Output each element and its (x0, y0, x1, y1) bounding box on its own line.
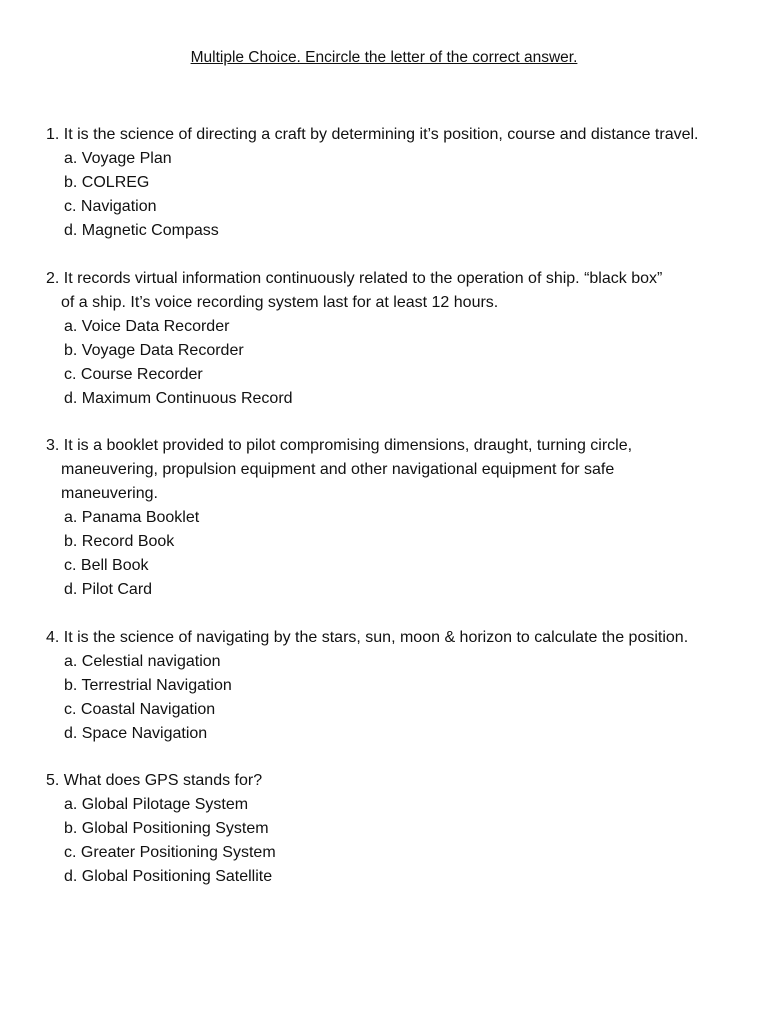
answer-choice-c[interactable]: c. Navigation (64, 198, 157, 215)
answer-choice-d[interactable]: d. Space Navigation (64, 724, 208, 742)
answer-choice-a[interactable]: a. Panama Booklet (64, 509, 200, 526)
answer-choice-b[interactable]: b. Voyage Data Recorder (64, 341, 244, 359)
answer-choice-a[interactable]: a. Global Pilotage System (64, 796, 249, 813)
question-4 (46, 626, 736, 746)
answer-choice-c[interactable]: c. Coastal Navigation (64, 700, 216, 718)
question-1 (46, 123, 736, 243)
answer-choice-c[interactable]: c. Greater Positioning System (64, 844, 276, 861)
answer-choice-b[interactable]: b. Global Positioning System (64, 820, 269, 837)
question-stem-line: of a ship. It’s voice recording system last for at least 12 hours. (61, 293, 499, 311)
answer-choice-d[interactable]: d. Maximum Continuous Record (64, 389, 293, 407)
answer-choice-d[interactable]: d. Magnetic Compass (64, 222, 219, 239)
answer-choice-a[interactable]: a. Celestial navigation (64, 652, 221, 670)
answer-choice-a[interactable]: a. Voice Data Recorder (64, 317, 230, 335)
question-stem-line: maneuvering. (61, 485, 158, 502)
question-stem-line: 3. It is a booklet provided to pilot compromising dimensions, draught, turning circle, (46, 437, 633, 454)
page-title: Multiple Choice. Encircle the letter of the correct answer. (190, 49, 578, 66)
question-stem-line: 2. It records virtual information continuously related to the operation of ship. “black box” (46, 269, 663, 287)
question-stem-line: maneuvering, propulsion equipment and other navigational equipment for safe (61, 461, 615, 478)
question-stem-line: 4. It is the science of navigating by the stars, sun, moon & horizon to calculate the position. (46, 628, 689, 646)
answer-choice-b[interactable]: b. Record Book (64, 533, 175, 550)
answer-choice-c[interactable]: c. Bell Book (64, 557, 149, 574)
answer-choice-d[interactable]: d. Pilot Card (64, 581, 153, 598)
question-5 (46, 769, 736, 889)
question-2 (46, 267, 736, 411)
question-stem-line: 5. What does GPS stands for? (46, 772, 263, 789)
answer-choice-b[interactable]: b. Terrestrial Navigation (64, 676, 232, 694)
answer-choice-b[interactable]: b. COLREG (64, 174, 150, 191)
answer-choice-d[interactable]: d. Global Positioning Satellite (64, 868, 273, 885)
answer-choice-a[interactable]: a. Voyage Plan (64, 150, 172, 167)
question-stem-line: 1. It is the science of directing a craft by determining it’s position, course and distance travel. (46, 126, 699, 143)
answer-choice-c[interactable]: c. Course Recorder (64, 365, 203, 383)
question-3 (46, 434, 736, 602)
question-list (46, 123, 736, 913)
